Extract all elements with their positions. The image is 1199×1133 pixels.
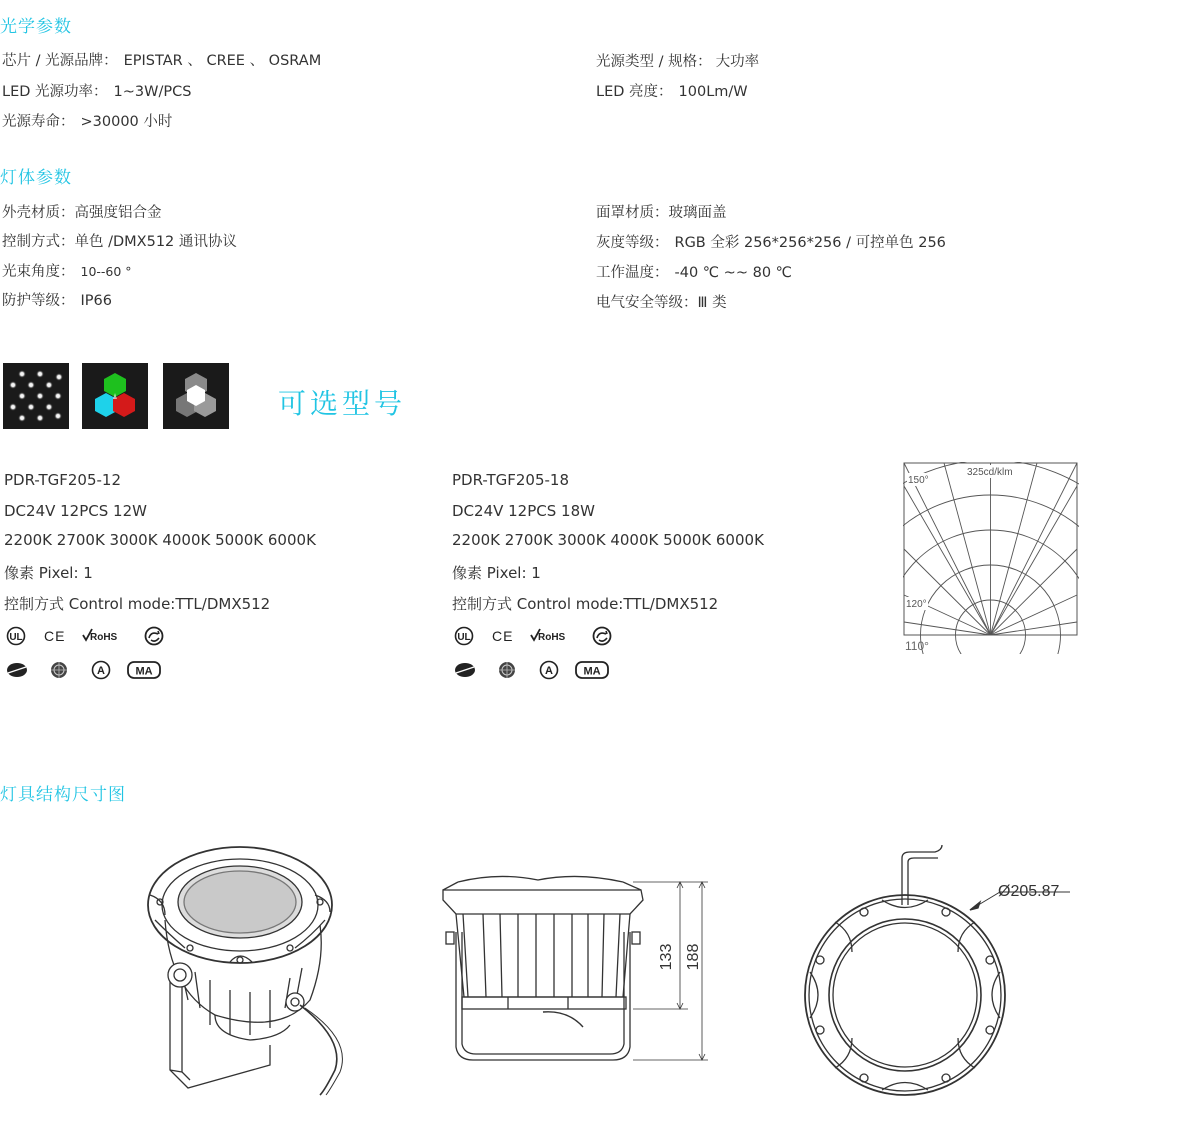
fixture-side-view: [438, 872, 728, 1076]
spec-control-mode: 控制方式：单色 /DMX512 通讯协议: [2, 234, 237, 250]
model-2-power: DC24V 12PCS 18W: [452, 502, 595, 520]
model-2-cct: 2200K 2700K 3000K 4000K 5000K 6000K: [452, 531, 764, 549]
model-2-certs-row2: [452, 659, 622, 685]
dimension-height-133: 133: [658, 943, 675, 971]
spec-operating-temp: 工作温度： -40 ℃ ~~ 80 ℃: [596, 265, 792, 281]
model-2-control: 控制方式 Control mode:TTL/DMX512: [452, 595, 719, 613]
model-1-power: DC24V 12PCS 12W: [4, 502, 147, 520]
spec-beam-angle: 光束角度： 10--60 °: [2, 264, 132, 280]
spec-cover-material: 面罩材质：玻璃面盖: [596, 205, 727, 221]
spec-led-brightness: LED 亮度： 100Lm/W: [596, 84, 748, 100]
spec-lifetime: 光源寿命： >30000 小时: [2, 114, 173, 130]
polar-beam-angle: 110°: [905, 639, 929, 653]
polar-distribution-diagram: [903, 462, 1079, 658]
model-2-pixel: 像素 Pixel: 1: [452, 564, 541, 582]
polar-angle-120: 120°: [906, 599, 927, 610]
spec-housing-material: 外壳材质：高强度铝合金: [2, 205, 162, 221]
rohs-cert-icon: [83, 629, 118, 643]
svg-text:A: A: [97, 665, 105, 677]
white-leds-icon: [3, 363, 69, 429]
cma-cert-icon: [576, 662, 608, 678]
model-2-name: PDR-TGF205-18: [452, 471, 569, 489]
model-1-certs-row1: [4, 625, 174, 651]
cnas-cert-icon: [455, 663, 475, 677]
svg-text:CE: CE: [492, 628, 514, 644]
rgb-hexagons-icon: [82, 363, 148, 429]
dimension-height-188: 188: [685, 943, 702, 971]
spec-chip-brand: 芯片 / 光源品牌： EPISTAR 、 CREE 、 OSRAM: [2, 53, 322, 69]
cma-cert-icon: [128, 662, 160, 678]
spec-ip-rating: 防护等级： IP66: [2, 293, 112, 309]
polar-intensity-label: 325cd/klm: [967, 467, 1013, 478]
svg-text:MA: MA: [135, 665, 153, 678]
model-2-certs-row1: [452, 625, 622, 651]
svg-text:CE: CE: [44, 628, 66, 644]
recycle-cert-icon: [146, 628, 163, 645]
rohs-cert-icon: [531, 629, 566, 643]
polar-angle-150: 150°: [908, 475, 929, 486]
spec-grayscale: 灰度等级： RGB 全彩 256*256*256 / 可控单色 256: [596, 235, 946, 251]
model-1-name: PDR-TGF205-12: [4, 471, 121, 489]
ce-cert-icon: [492, 628, 513, 644]
optical-section-title: 光学参数: [0, 17, 72, 37]
ccc-a-cert-icon: [93, 662, 110, 679]
fixture-top-view: [790, 840, 1090, 1114]
spec-source-type: 光源类型 / 规格： 大功率: [596, 54, 760, 70]
model-1-control: 控制方式 Control mode:TTL/DMX512: [4, 595, 271, 613]
cqc-cert-icon: [51, 662, 67, 678]
ce-cert-icon: [44, 628, 65, 644]
model-1-cct: 2200K 2700K 3000K 4000K 5000K 6000K: [4, 531, 316, 549]
model-1-certs-row2: [4, 659, 174, 685]
svg-text:RoHS: RoHS: [90, 632, 118, 643]
fixture-perspective-view: [130, 840, 360, 1104]
optional-models-title: 可选型号: [278, 387, 407, 420]
spec-led-power: LED 光源功率： 1~3W/PCS: [2, 84, 192, 100]
svg-text:UL: UL: [457, 632, 471, 643]
recycle-cert-icon: [594, 628, 611, 645]
svg-text:RoHS: RoHS: [538, 632, 566, 643]
dimensions-section-title: 灯具结构尺寸图: [0, 785, 126, 805]
cnas-cert-icon: [7, 663, 27, 677]
ul-cert-icon: [456, 628, 473, 645]
body-section-title: 灯体参数: [0, 168, 72, 188]
cqc-cert-icon: [499, 662, 515, 678]
svg-text:A: A: [545, 665, 553, 677]
tri-white-hexagons-icon: [163, 363, 229, 429]
ul-cert-icon: [8, 628, 25, 645]
model-1-pixel: 像素 Pixel: 1: [4, 564, 93, 582]
svg-text:UL: UL: [9, 632, 23, 643]
svg-text:MA: MA: [583, 665, 601, 678]
dimension-diameter: Ø205.87: [998, 883, 1060, 900]
spec-electrical-safety: 电气安全等级：Ⅲ 类: [596, 295, 727, 311]
ccc-a-cert-icon: [541, 662, 558, 679]
